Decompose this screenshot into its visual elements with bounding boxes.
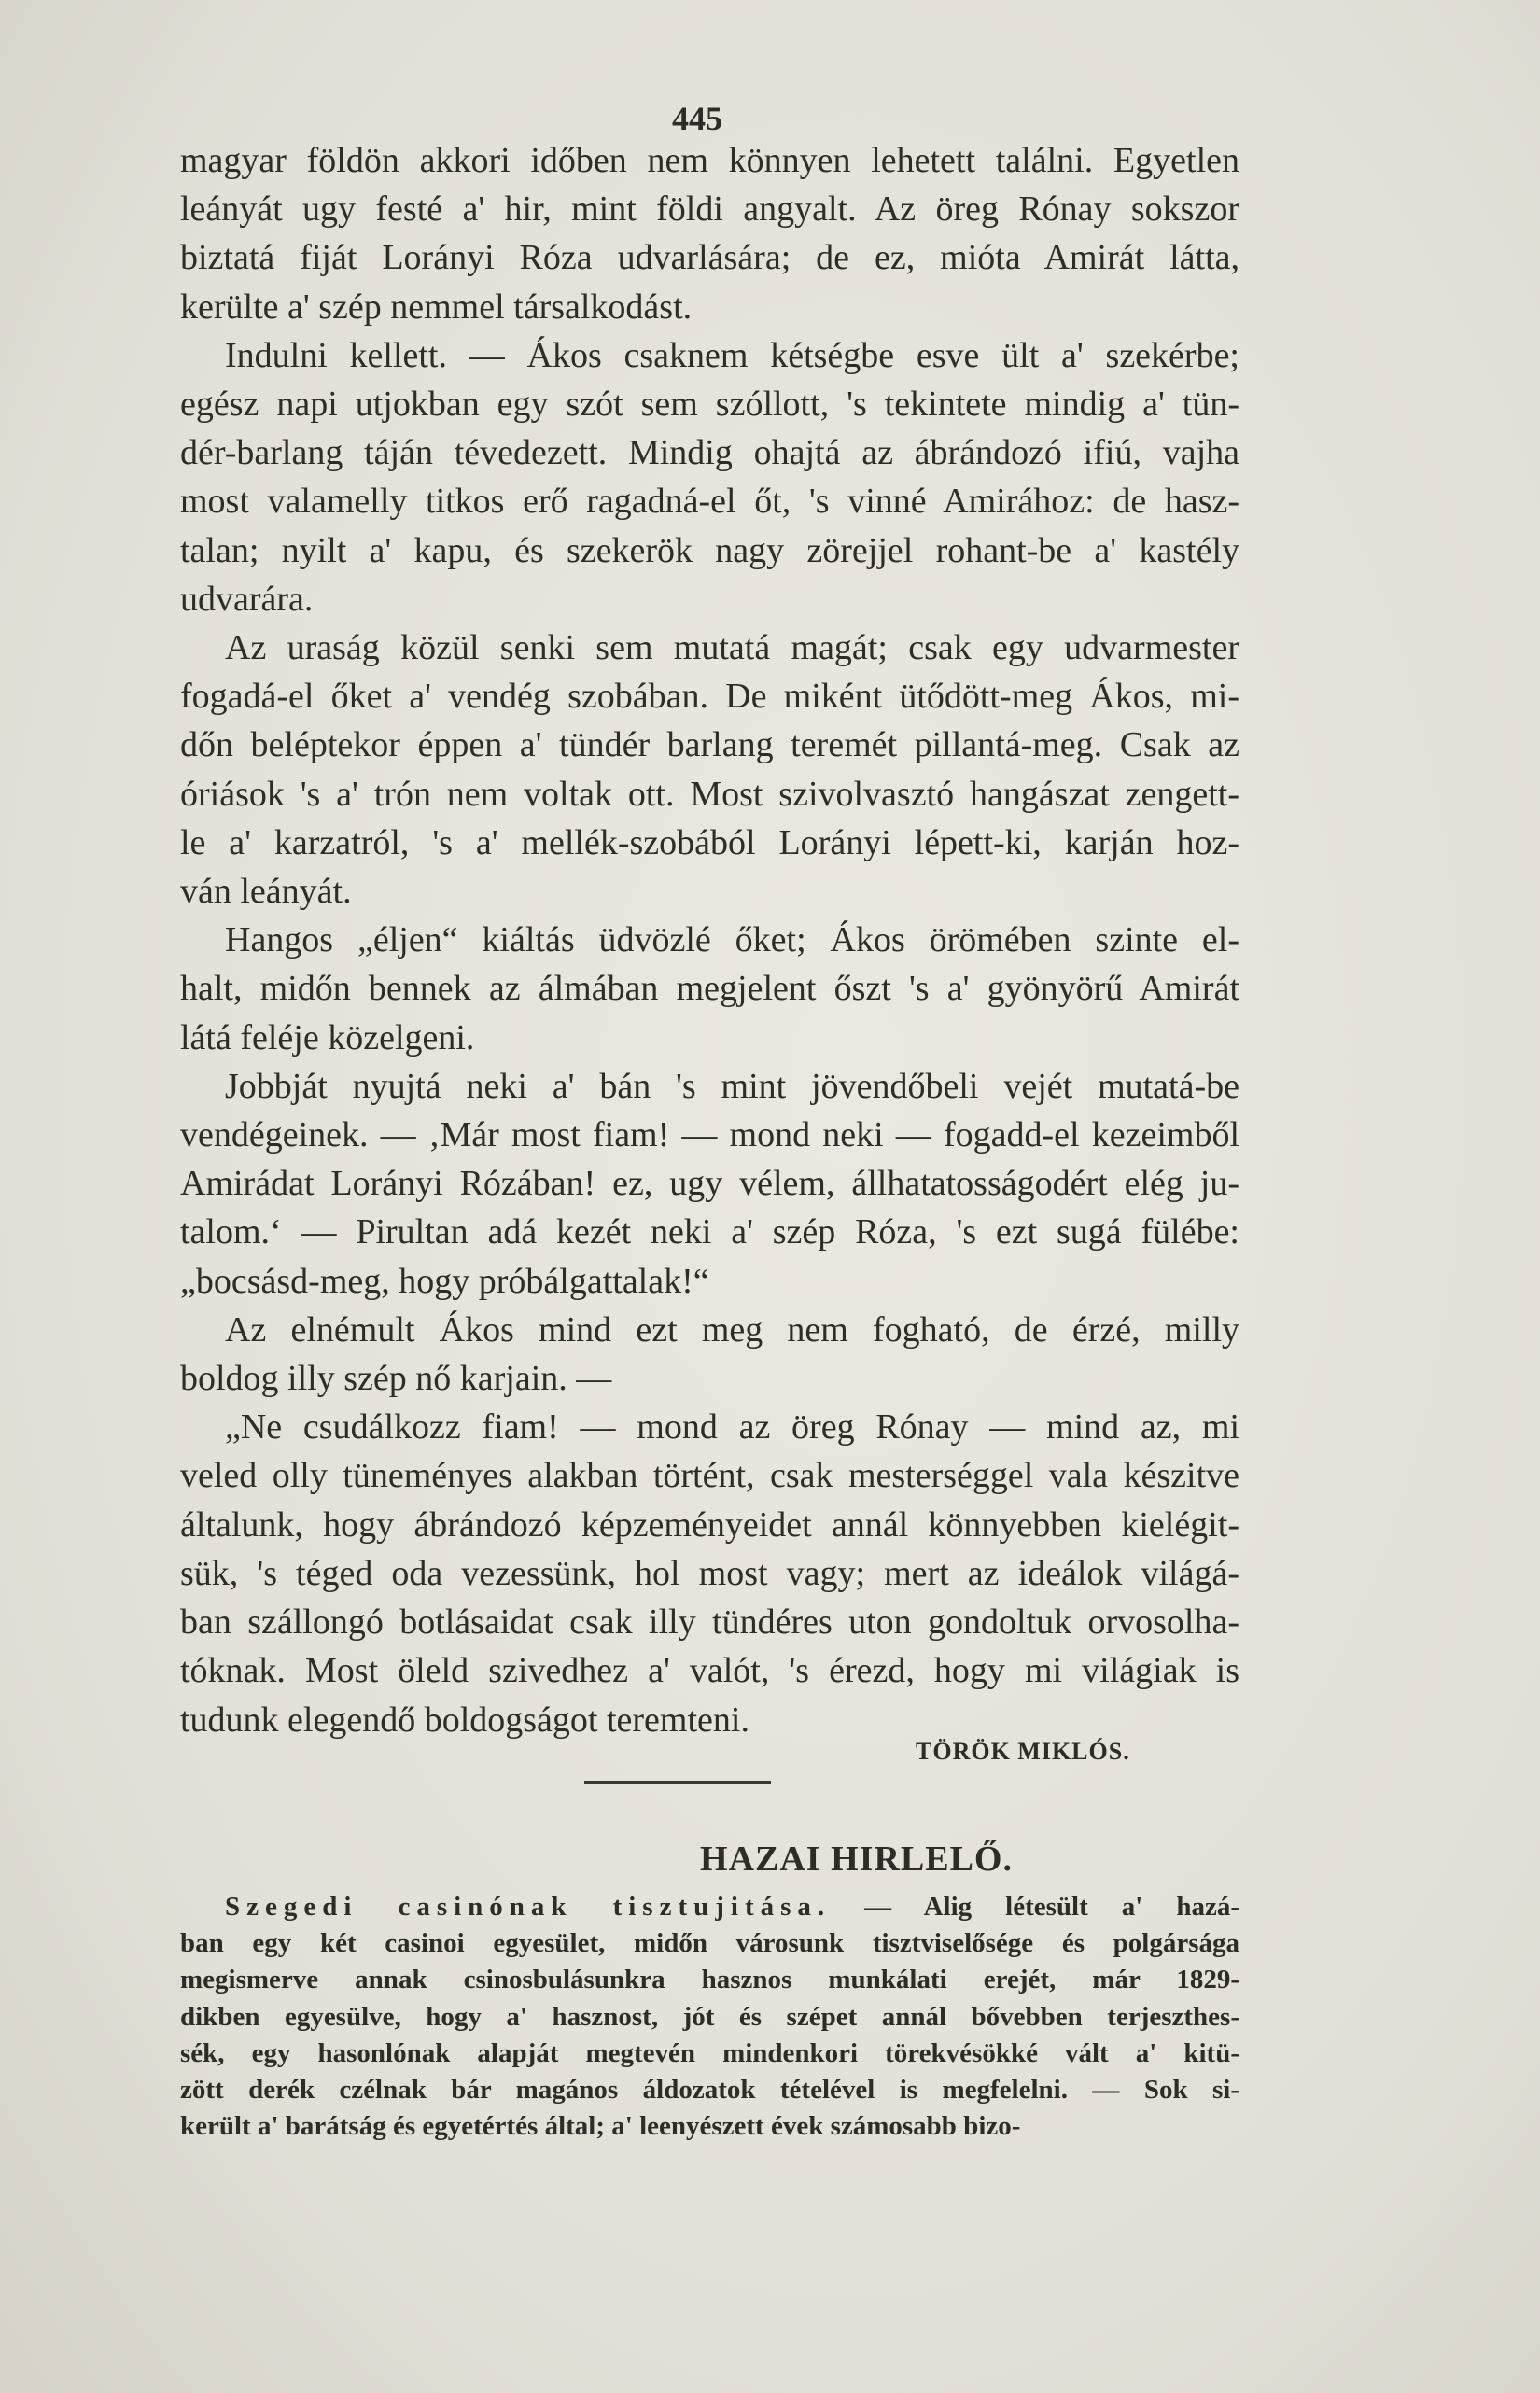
news-line-text: — Alig létesült a' hazá- — [831, 1892, 1239, 1922]
author-signature: TÖRÖK MIKLÓS. — [916, 1738, 1130, 1765]
text-line: talan; nyilt a' kapu, és szekerök nagy zörejjel rohant-be a' kastély — [180, 530, 1239, 570]
text-line: leányát ugy festé a' hir, mint földi angyalt. Az öreg Rónay sokszor — [180, 189, 1239, 230]
text-line: „bocsásd-meg, hogy próbálgattalak!“ — [180, 1261, 709, 1301]
story-text — [180, 136, 1239, 1744]
text-line: látá feléje közelgeni. — [180, 1017, 475, 1057]
text-line: fogadá-el őket a' vendég szobában. De miként ütődött-meg Ákos, mi- — [180, 677, 1239, 717]
news-line: került a' barátság és egyetértés által; a' leenyészett évek számosabb bizo- — [180, 2111, 1021, 2142]
text-line: dér-barlang táján tévedezett. Mindig ohajtá az ábrándozó ifiú, vajha — [180, 433, 1239, 473]
text-line: dőn beléptekor éppen a' tündér barlang teremét pillantá-meg. Csak az — [180, 725, 1239, 765]
text-line: Indulni kellett. — Ákos csaknem kétségbe esve ült a' szekérbe; — [225, 335, 1239, 375]
text-line: boldog illy szép nő karjain. — — [180, 1359, 612, 1399]
text-line: le a' karzatról, 's a' mellék-szobából Lorányi lépett-ki, karján hoz- — [180, 822, 1239, 862]
news-line: dikben egyesülve, hogy a' hasznost, jót és szépet annál bővebben terjeszthes- — [180, 2001, 1239, 2032]
section-title: HAZAI HIRLELŐ. — [700, 1840, 1013, 1879]
news-line: sék, egy hasonlónak alapját megtevén mindenkori törekvésökké vált a' kitü- — [180, 2037, 1239, 2068]
text-line: Amirádat Lorányi Rózában! ez, ugy vélem, állhatatosságodért elég ju- — [180, 1164, 1239, 1204]
news-text — [180, 1889, 1239, 2145]
text-line: ban szállongó botlásaidat csak illy tündéres uton gondoltuk orvosolha- — [180, 1602, 1239, 1643]
page-number: 445 — [672, 100, 722, 137]
text-line: Az elnémult Ákos mind ezt meg nem fogható, de érzé, milly — [225, 1309, 1239, 1350]
text-line: „Ne csudálkozz fiam! — mond az öreg Rónay — mind az, mi — [225, 1407, 1239, 1448]
text-line: Hangos „éljen“ kiáltás üdvözlé őket; Ákos örömében szinte el- — [225, 920, 1239, 960]
text-line: veled olly tüneményes alakban történt, csak mesterséggel vala készitve — [180, 1456, 1239, 1496]
text-line: sük, 's téged oda vezessünk, hol most vagy; mert az ideálok világá- — [180, 1553, 1239, 1593]
text-line: tóknak. Most öleld szivedhez a' valót, 's érezd, hogy mi világiak is — [180, 1651, 1239, 1691]
text-line: általunk, hogy ábrándozó képzeményeidet annál könnyebben kielégit- — [180, 1504, 1239, 1545]
text-line: óriások 's a' trón nem voltak ott. Most szivolvasztó hangászat zengett- — [180, 774, 1239, 814]
text-line: most valamelly titkos erő ragadná-el őt, 's vinné Amirához: de hasz- — [180, 482, 1239, 522]
text-line: egész napi utjokban egy szót sem szóllott, 's tekintete mindig a' tün- — [180, 385, 1239, 425]
text-line: Az uraság közül senki sem mutatá magát; csak egy udvarmester — [225, 628, 1239, 668]
section-divider — [584, 1781, 771, 1784]
news-lead-heading: Szegedi casinónak tisztujitása. — [225, 1892, 832, 1922]
news-line: ban egy két casinoi egyesület, midőn városunk tisztviselősége és polgársága — [180, 1928, 1239, 1959]
text-line: halt, midőn bennek az álmában megjelent őszt 's a' gyönyörű Amirát — [180, 969, 1239, 1009]
text-line: magyar földön akkori időben nem könnyen lehetett találni. Egyetlen — [180, 141, 1239, 180]
news-line: zött derék czélnak bár magános áldozatok tételével is megfelelni. — Sok si- — [180, 2075, 1239, 2106]
text-line: vendégeinek. — ‚Már most fiam! — mond neki — fogadd-el kezeimből — [180, 1115, 1239, 1155]
text-line: udvarára. — [180, 579, 314, 619]
text-line: ván leányát. — [180, 872, 352, 912]
text-line: tudunk elegendő boldogságot teremteni. — [180, 1700, 749, 1740]
news-line: megismerve annak csinosbulásunkra hasznos munkálati erejét, már 1829- — [180, 1965, 1239, 1995]
news-line — [180, 1889, 1239, 1925]
text-line: talom.‘ — Pirultan adá kezét neki a' szép Róza, 's ezt sugá fülébe: — [180, 1212, 1239, 1252]
text-line: kerülte a' szép nemmel társalkodást. — [180, 287, 693, 327]
text-line: Jobbját nyujtá neki a' bán 's mint jövendőbeli vejét mutatá-be — [225, 1066, 1239, 1106]
text-line: biztatá fiját Lorányi Róza udvarlására; de ez, mióta Amirát látta, — [180, 238, 1239, 278]
